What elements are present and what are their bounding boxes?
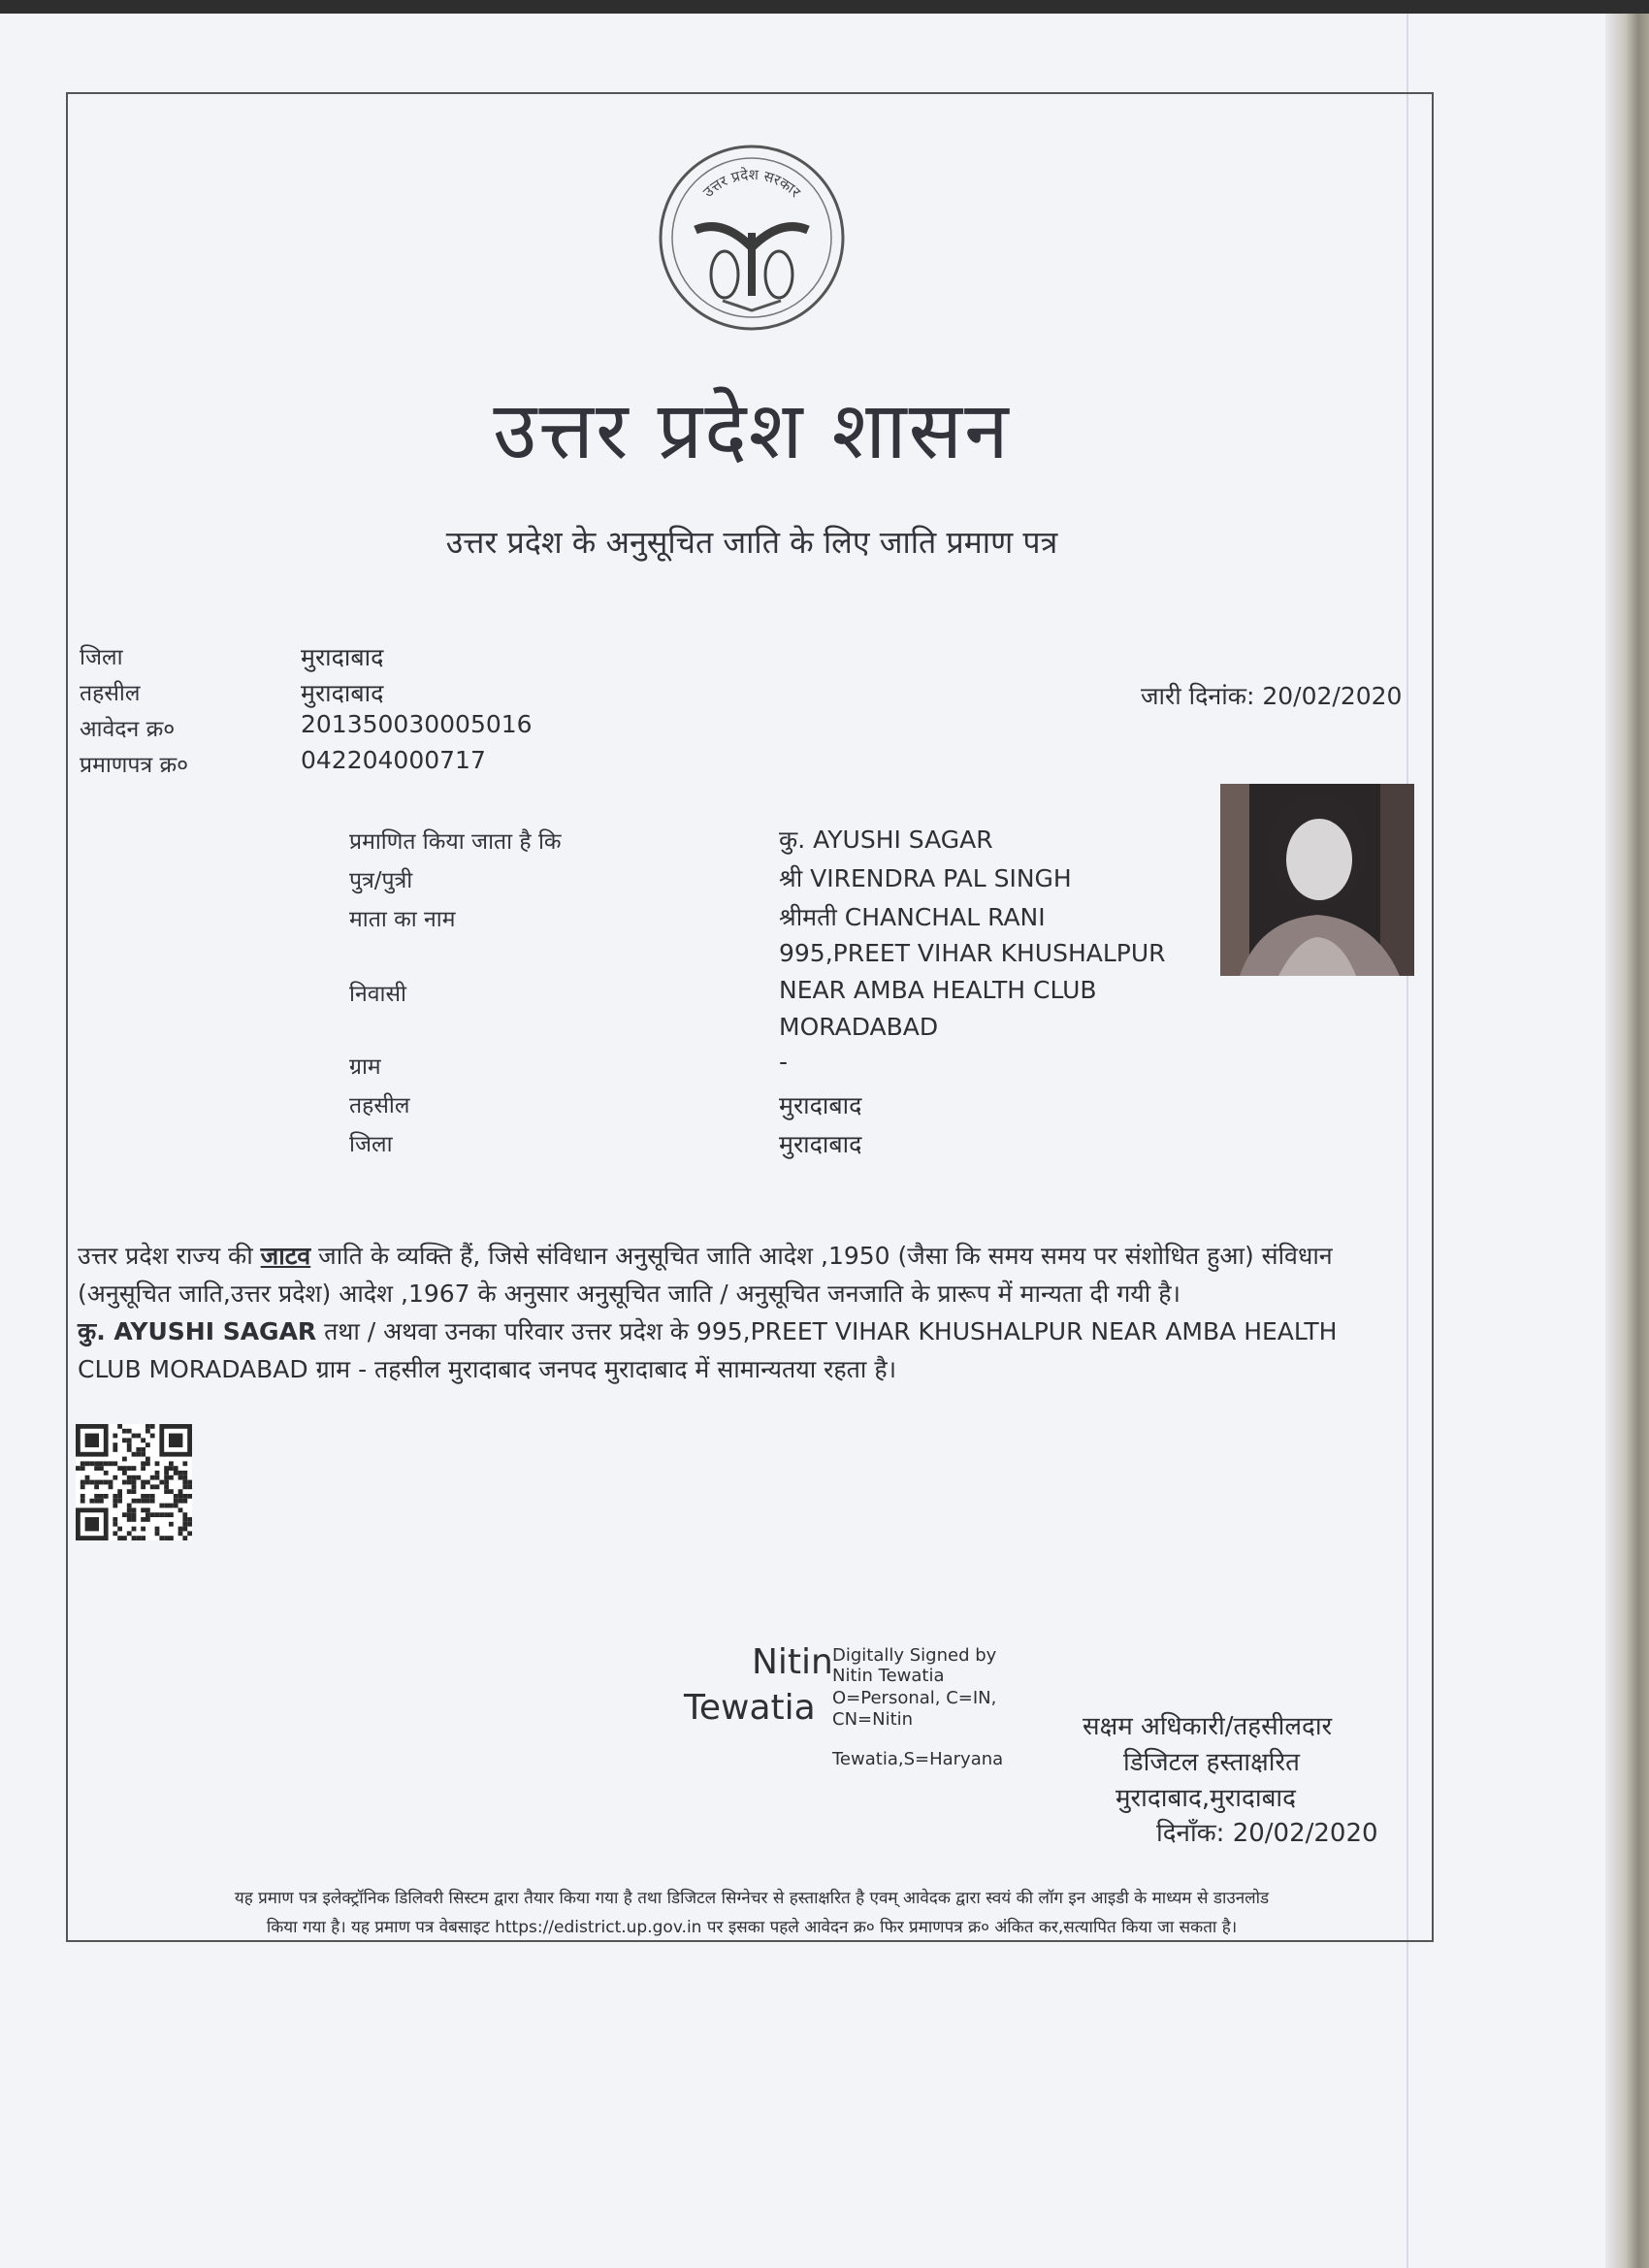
certified-name: कु. AYUSHI SAGAR: [779, 826, 993, 854]
caste-name: जाटव: [260, 1242, 311, 1270]
detail-district-value: मुरादाबाद: [779, 1130, 862, 1158]
footer-line-1: यह प्रमाण पत्र इलेक्ट्रॉनिक डिलिवरी सिस्टम द्वारा तैयार किया गया है तथा डिजिटल सिग्नेचर से हस्ताक्षरित है एवम् आवेदक द्वारा स्वयं की लॉग इन आइडी के माध्यम से डाउनलोड: [234, 1889, 1270, 1908]
issue-date: [1141, 679, 1402, 712]
qr-code-icon: [76, 1424, 192, 1540]
signer-first-name: Nitin: [752, 1642, 833, 1682]
scan-right-edge: [1605, 14, 1649, 2268]
mother-label: माता का नाम: [349, 907, 456, 932]
signed-by-line-2: Nitin Tewatia: [832, 1666, 945, 1686]
detail-tehsil-label: तहसील: [349, 1093, 410, 1118]
tehsil-label: तहसील: [80, 681, 141, 706]
resident-label: निवासी: [349, 982, 406, 1007]
authority-location: मुरादाबाद,मुरादाबाद: [1116, 1784, 1296, 1813]
scan-top-edge: [0, 0, 1649, 14]
mother-name: श्रीमती CHANCHAL RANI: [779, 903, 1046, 931]
issue-date-value: 20/02/2020: [1262, 682, 1403, 710]
statement-name: कु. AYUSHI SAGAR: [78, 1317, 317, 1345]
signed-by-line-1: Digitally Signed by: [832, 1645, 997, 1666]
up-emblem-icon: [655, 141, 849, 335]
district-value: मुरादाबाद: [301, 643, 384, 671]
detail-tehsil-value: मुरादाबाद: [779, 1091, 862, 1119]
government-title: उत्तर प्रदेश शासन: [493, 385, 1011, 477]
issue-date-label: जारी दिनांक:: [1141, 682, 1255, 710]
parent-label: पुत्र/पुत्री: [349, 868, 413, 893]
address-line-2: NEAR AMBA HEALTH CLUB: [779, 976, 1097, 1004]
village-value: -: [779, 1048, 789, 1076]
address-line-3: MORADABAD: [779, 1013, 939, 1041]
village-label: ग्राम: [349, 1054, 381, 1080]
statement-part-1: उत्तर प्रदेश राज्य की: [78, 1242, 261, 1270]
certificate-number-value: 042204000717: [301, 746, 486, 774]
signed-by-line-3: O=Personal, C=IN,: [832, 1688, 997, 1708]
application-number-value: 201350030005016: [301, 710, 533, 738]
signed-by-line-5: Tewatia,S=Haryana: [832, 1749, 1004, 1769]
footer-verification-note: [78, 1884, 1426, 1942]
signer-last-name: Tewatia: [684, 1688, 816, 1728]
authority-date-value: 20/02/2020: [1232, 1819, 1378, 1848]
application-number-label: आवेदन क्र०: [80, 717, 176, 742]
authority-date: [1156, 1814, 1378, 1849]
certificate-number-label: प्रमाणपत्र क्र०: [80, 753, 189, 778]
svg-text:उत्तर प्रदेश सरकार: [699, 166, 804, 202]
statement-part-2: जाति के व्यक्ति हैं, जिसे संविधान अनुसूचित जाति आदेश ,1950 (जैसा कि समय समय पर संशोधित हुआ) संविधान (अनुसूचित जाति,उत्तर प्रदेश) आदेश ,1967 के अनुसार अनुसूचित जाति / अनुसूचित जनजाति के प्रारूप में मान्यता दी गयी है।: [78, 1242, 1333, 1308]
address-line-1: 995,PREET VIHAR KHUSHALPUR: [779, 939, 1166, 967]
applicant-photo: [1220, 784, 1414, 976]
district-label: जिला: [80, 645, 123, 670]
authority-date-label: दिनाँक:: [1156, 1819, 1225, 1848]
authority-designation: सक्षम अधिकारी/तहसीलदार: [1083, 1712, 1333, 1741]
certificate-border: [66, 92, 1434, 1942]
parent-name: श्री VIRENDRA PAL SINGH: [779, 864, 1072, 892]
tehsil-value: मुरादाबाद: [301, 679, 384, 707]
statement-part-3: तथा / अथवा उनका परिवार उत्तर प्रदेश के 995,PREET VIHAR KHUSHALPUR NEAR AMBA HEALTH CLUB MORADABAD ग्राम - तहसील मुरादाबाद जनपद मुरादाबाद में सामान्यतया रहता है।: [78, 1317, 1338, 1383]
certified-label: प्रमाणित किया जाता है कि: [349, 829, 562, 855]
authority-digital-signed: डिजिटल हस्ताक्षरित: [1123, 1748, 1300, 1777]
signed-by-line-4: CN=Nitin: [832, 1709, 914, 1730]
certificate-title: उत्तर प्रदेश के अनुसूचित जाति के लिए जाति प्रमाण पत्र: [445, 524, 1058, 561]
certificate-statement: [78, 1237, 1377, 1388]
footer-line-2: किया गया है। यह प्रमाण पत्र वेबसाइट https://edistrict.up.gov.in पर इसका पहले आवेदन क्र० फिर प्रमाणपत्र क्र० अंकित कर,सत्यापित किया जा सकता है।: [266, 1918, 1238, 1937]
detail-district-label: जिला: [349, 1132, 393, 1157]
emblem-legend: उत्तर प्रदेश सरकार: [699, 165, 804, 202]
